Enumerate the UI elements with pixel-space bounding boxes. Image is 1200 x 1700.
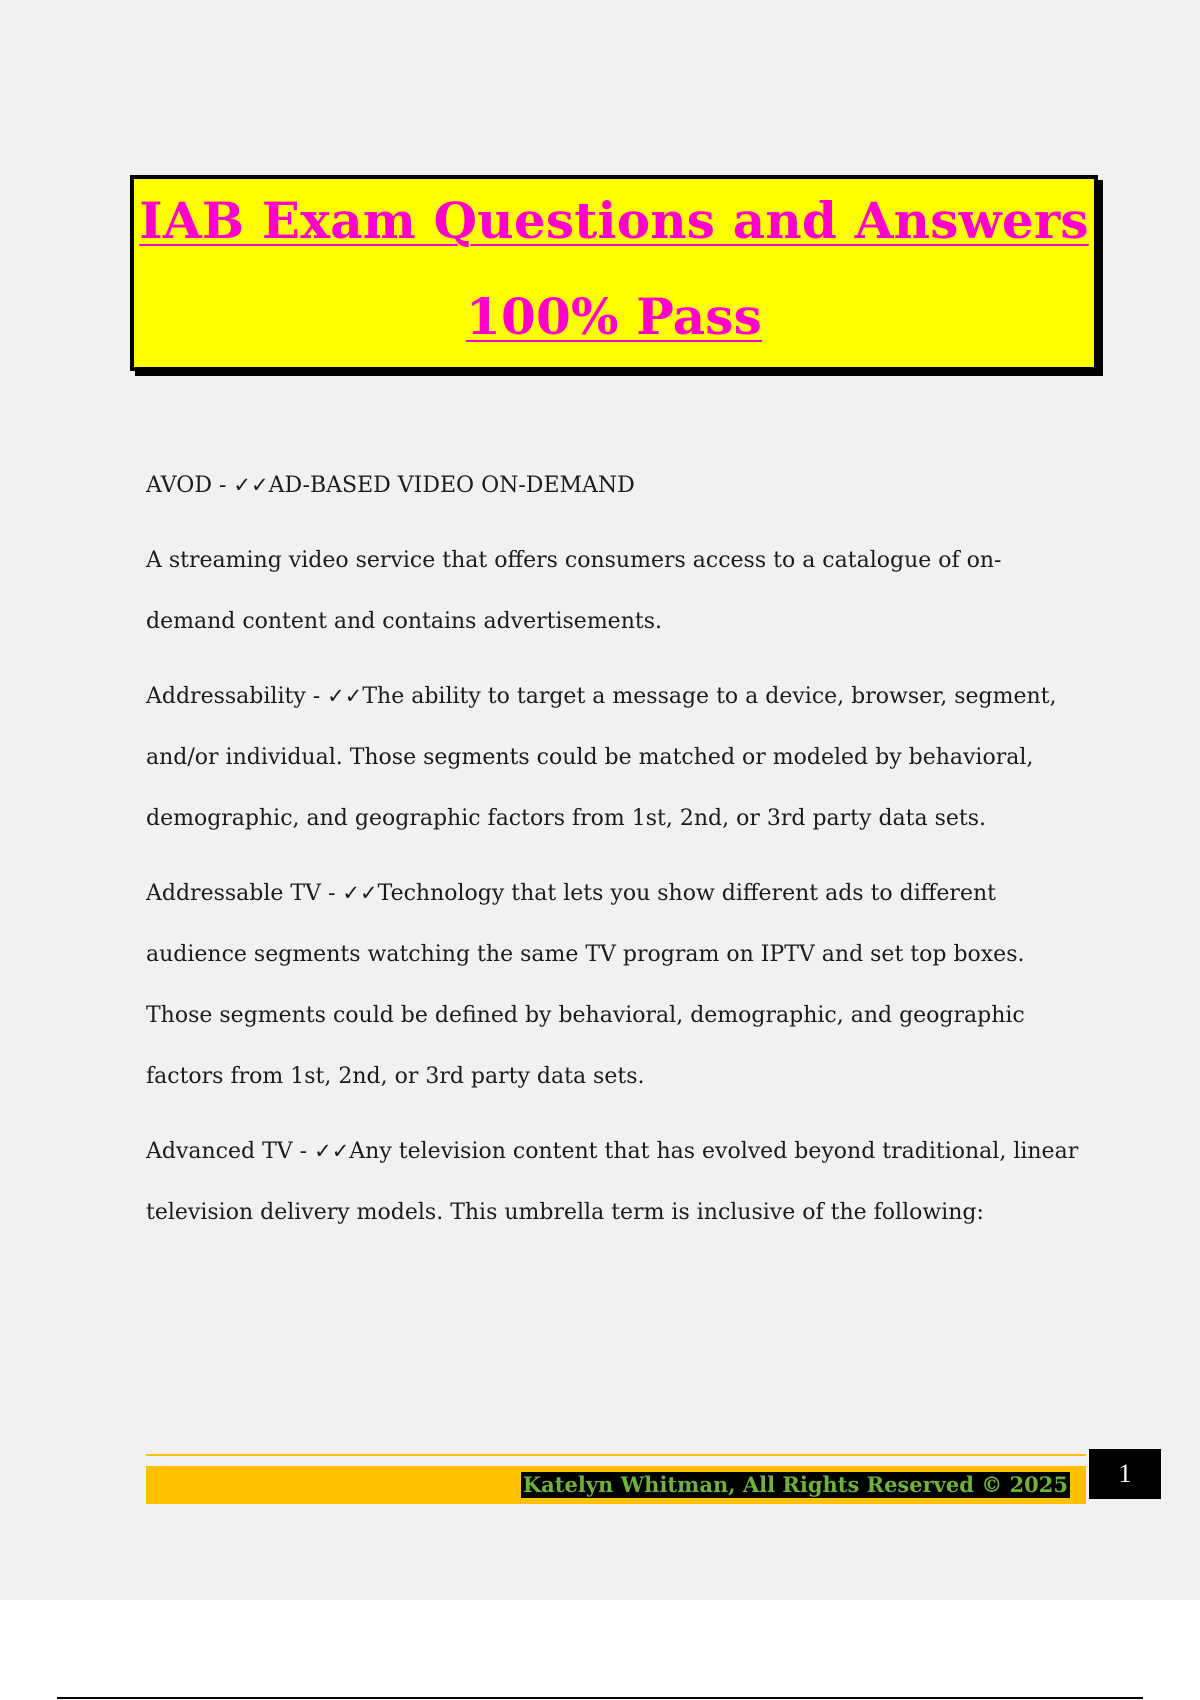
page-subtitle: 100% Pass bbox=[465, 287, 763, 346]
double-check-icon: ✓✓ bbox=[314, 1139, 350, 1163]
entry-separator: - bbox=[292, 1139, 315, 1164]
footer-divider bbox=[146, 1454, 1086, 1456]
entry-addressability bbox=[146, 666, 1086, 849]
page-number: 1 bbox=[1089, 1449, 1161, 1499]
entry-definition: A streaming video service that offers consumers access to a catalogue of on-demand content and contains advertisements. bbox=[146, 548, 1002, 634]
entry-separator: - bbox=[320, 881, 343, 906]
entry-term: AVOD bbox=[146, 473, 212, 498]
entry-advanced-tv bbox=[146, 1121, 1086, 1243]
footer-copyright: Katelyn Whitman, All Rights Reserved © 2025 bbox=[522, 1472, 1068, 1497]
double-check-icon: ✓✓ bbox=[233, 473, 269, 497]
entry-text bbox=[146, 455, 1086, 516]
entry-text bbox=[146, 530, 1086, 652]
entry-separator: - bbox=[211, 473, 234, 498]
entry-separator: - bbox=[305, 684, 328, 709]
entry-avod bbox=[146, 455, 1086, 516]
entry-term: Addressable TV bbox=[146, 881, 321, 906]
entry-text bbox=[146, 1121, 1086, 1243]
title-box bbox=[130, 175, 1098, 371]
footer-bar bbox=[146, 1466, 1086, 1504]
entry-term: Addressability bbox=[146, 684, 306, 709]
entry-term: Advanced TV bbox=[146, 1139, 293, 1164]
entry-avod-description bbox=[146, 530, 1086, 652]
entry-definition: The ability to target a message to a device, browser, segment, and/or individual. Those segments could be matched or modeled by behavioral, demographic, and geographic factors from 1st, 2nd, or 3rd party data sets. bbox=[146, 684, 1057, 831]
bottom-rule bbox=[57, 1697, 1143, 1699]
entry-text bbox=[146, 666, 1086, 849]
entry-addressable-tv bbox=[146, 863, 1086, 1107]
entry-definition: AD-BASED VIDEO ON-DEMAND bbox=[268, 473, 635, 498]
double-check-icon: ✓✓ bbox=[327, 684, 363, 708]
entry-definition: Technology that lets you show different ads to different audience segments watching the same TV program on IPTV and set top boxes. Those segments could be defined by behavioral, demographic, and geographic factors from 1st, 2nd, or 3rd party data sets. bbox=[146, 881, 1025, 1089]
double-check-icon: ✓✓ bbox=[342, 881, 378, 905]
document-body bbox=[146, 455, 1086, 1257]
entry-definition: Any television content that has evolved beyond traditional, linear television delivery models. This umbrella term is inclusive of the following: bbox=[146, 1139, 1079, 1225]
entry-text bbox=[146, 863, 1086, 1107]
page-title: IAB Exam Questions and Answers bbox=[139, 191, 1089, 250]
